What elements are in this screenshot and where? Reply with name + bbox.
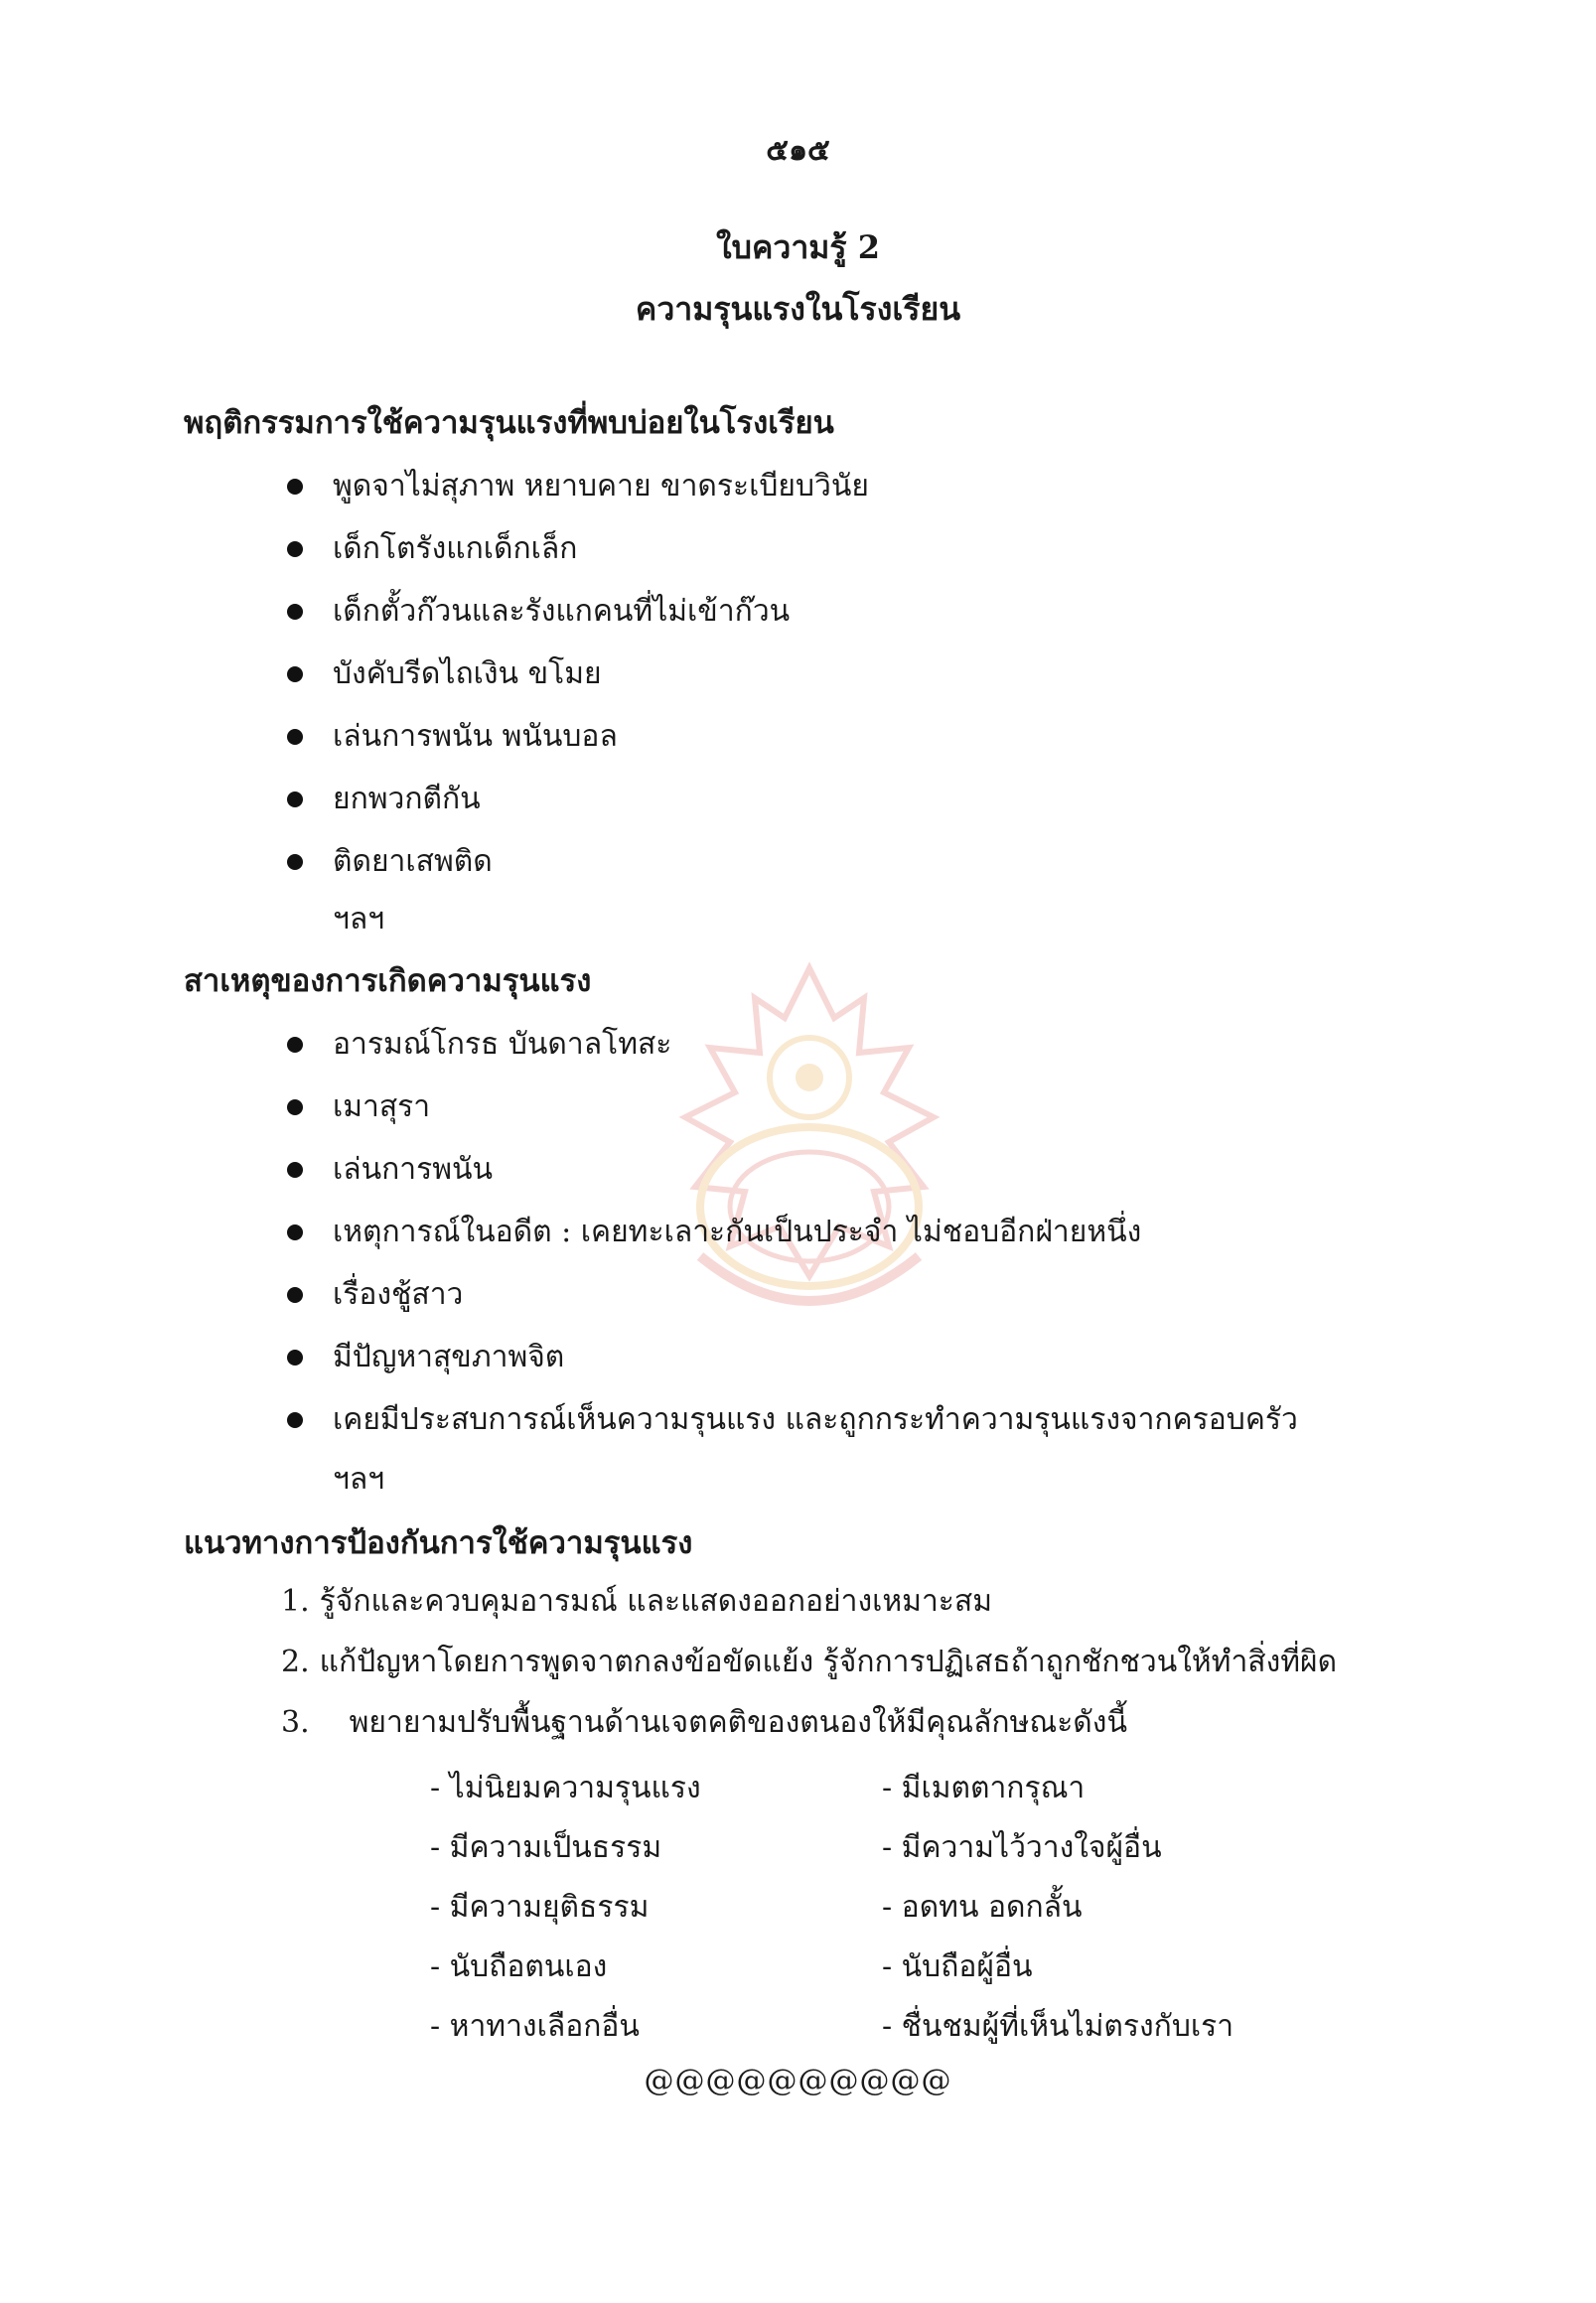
list-item: เด็กตั้วก๊วนและรังแกคนที่ไม่เข้าก๊วน — [283, 580, 869, 643]
bullet-icon — [287, 1162, 303, 1178]
bullet-icon — [287, 479, 303, 495]
etc-text: ฯลฯ — [333, 902, 385, 936]
list-item: ติดยาเสพติด — [283, 830, 869, 893]
list-item: มีปัญหาสุขภาพจิต — [283, 1326, 1298, 1388]
section-heading-behaviors: พฤติกรรมการใช้ความรุนแรงที่พบบ่อยในโรงเรียน — [184, 405, 834, 441]
trait-right: - นับถือผู้อื่น — [882, 1949, 1033, 1984]
trait-row — [430, 1818, 1324, 1878]
bullet-icon — [287, 854, 303, 870]
list-item: เมาสุรา — [283, 1076, 1298, 1138]
list-item: พูดจาไม่สุภาพ หยาบคาย ขาดระเบียบวินัย — [283, 455, 869, 517]
trait-left: - มีความยุติธรรม — [430, 1890, 650, 1925]
bullet-icon — [287, 1350, 303, 1366]
trait-row — [430, 1997, 1324, 2057]
bullet-icon — [287, 1224, 303, 1240]
bullet-icon — [287, 1412, 303, 1428]
list-item: เล่นการพนัน — [283, 1138, 1298, 1201]
bullet-icon — [287, 1287, 303, 1303]
causes-list — [283, 1013, 1298, 1451]
trait-row — [430, 1759, 1324, 1818]
trait-right: - มีความไว้วางใจผู้อื่น — [882, 1830, 1162, 1865]
list-item: เคยมีประสบการณ์เห็นความรุนแรง และถูกกระทำความรุนแรงจากครอบครัว — [283, 1388, 1298, 1451]
list-item: บังคับรีดไถเงิน ขโมย — [283, 643, 869, 705]
traits-table — [430, 1759, 1324, 2057]
bullet-icon — [287, 1037, 303, 1053]
list-item: เด็กโตรังแกเด็กเล็ก — [283, 517, 869, 580]
trait-right: - ชื่นชมผู้ที่เห็นไม่ตรงกับเรา — [882, 2009, 1234, 2044]
end-marker: @@@@@@@@@@ — [644, 2064, 952, 2098]
trait-row — [430, 1878, 1324, 1938]
list-item: อารมณ์โกรธ บันดาลโทสะ — [283, 1013, 1298, 1076]
list-item: เหตุการณ์ในอดีต : เคยทะเลาะกันเป็นประจำ ไม่ชอบอีกฝ่ายหนึ่ง — [283, 1201, 1298, 1263]
trait-right: - อดทน อดกลั้น — [882, 1890, 1083, 1925]
section-heading-prevention: แนวทางการป้องกันการใช้ความรุนแรง — [184, 1525, 693, 1561]
list-item: 1. รู้จักและควบคุมอารมณ์ และแสดงออกอย่างเหมาะสม — [281, 1584, 992, 1619]
trait-left: - นับถือตนเอง — [430, 1949, 608, 1984]
bullet-icon — [287, 604, 303, 620]
bullet-icon — [287, 729, 303, 745]
trait-left: - หาทางเลือกอื่น — [430, 2009, 640, 2044]
section-heading-causes: สาเหตุของการเกิดความรุนแรง — [184, 963, 592, 999]
trait-row — [430, 1938, 1324, 1997]
page-number: ๕๑๕ — [766, 133, 830, 168]
trait-right: - มีเมตตากรุณา — [882, 1771, 1086, 1805]
bullet-icon — [287, 792, 303, 807]
bullet-icon — [287, 541, 303, 557]
list-item: เล่นการพนัน พนันบอล — [283, 705, 869, 768]
trait-left: - มีความเป็นธรรม — [430, 1830, 662, 1865]
behaviors-list — [283, 455, 869, 893]
prevention-list — [281, 1571, 1337, 1753]
trait-left: - ไม่นิยมความรุนแรง — [430, 1771, 701, 1805]
etc-text: ฯลฯ — [333, 1462, 385, 1497]
bullet-icon — [287, 1099, 303, 1115]
list-item: 3. พยายามปรับพื้นฐานด้านเจตคติของตนองให้มีคุณลักษณะดังนี้ — [281, 1705, 1127, 1740]
page-title: ใบความรู้ 2 — [716, 228, 880, 266]
page-subtitle: ความรุนแรงในโรงเรียน — [635, 290, 961, 328]
list-item: เรื่องชู้สาว — [283, 1263, 1298, 1326]
bullet-icon — [287, 666, 303, 682]
list-item: 2. แก้ปัญหาโดยการพูดจาตกลงข้อขัดแย้ง รู้จักการปฏิเสธถ้าถูกชักชวนให้ทำสิ่งที่ผิด — [281, 1645, 1338, 1679]
list-item: ยกพวกตีกัน — [283, 768, 869, 830]
